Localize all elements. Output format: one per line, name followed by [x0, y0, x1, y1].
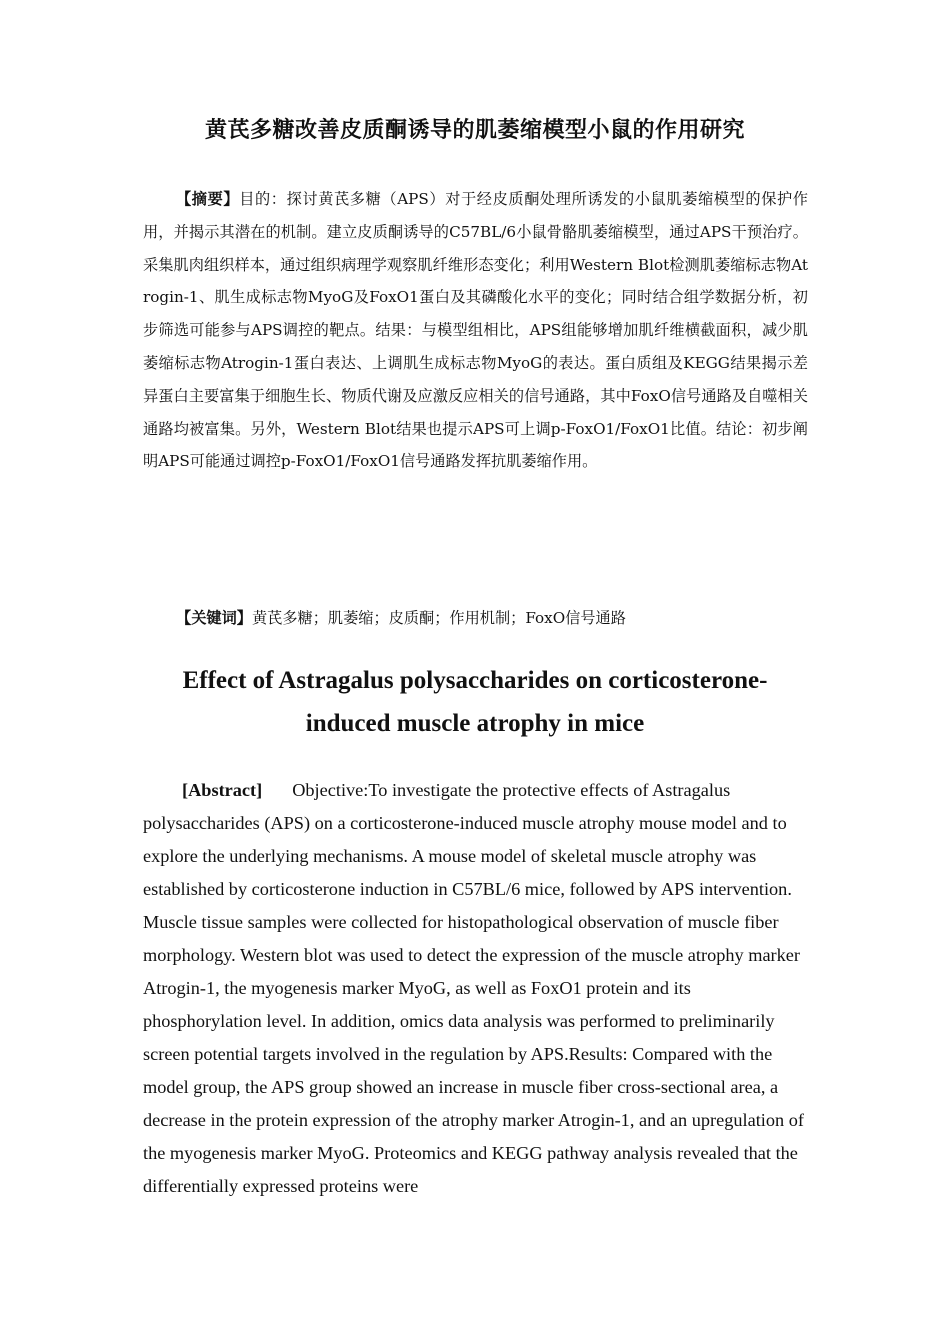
english-title: Effect of Astragalus polysaccharides on corticosterone-induced muscle atrophy in mice [182, 667, 768, 737]
english-abstract-text: Objective:To investigate the protective effects of Astragalus polysaccharides (APS) on a corticosterone-induced muscle atrophy mouse model and to explore the underlying mechanisms. A mouse model of skeletal muscle atrophy was established by corticosterone induction in C57BL/6 mice, followed by APS intervention. Muscle tissue samples were collected for histopathological observation of muscle fiber morphology. Western blot was used to detect the expression of the muscle atrophy marker Atrogin-1, the myogenesis marker MyoG, as well as FoxO1 protein and its phosphorylation level. In addition, omics data analysis was performed to preliminarily screen potential targets involved in the regulation by APS.Results: Compared with the model group, the APS group showed an increase in muscle fiber cross-sectional area, a decrease in the protein expression of the atrophy marker Atrogin-1, and an upregulation of the myogenesis marker MyoG. Proteomics and KEGG pathway analysis revealed that the differentially expressed proteins were [143, 780, 804, 1196]
english-abstract-label: [Abstract] [182, 780, 263, 800]
chinese-abstract-text: 目的：探讨黄芪多糖（APS）对于经皮质酮处理所诱发的小鼠肌萎缩模型的保护作用，并揭示其潜在的机制。建立皮质酮诱导的C57BL/6小鼠骨骼肌萎缩模型，通过APS干预治疗。采集肌肉组织样本，通过组织病理学观察肌纤维形态变化；利用Western Blot检测肌萎缩标志物Atrogin-1、肌生成标志物MyoG及FoxO1蛋白及其磷酸化水平的变化；同时结合组学数据分析，初步筛选可能参与APS调控的靶点。结果：与模型组相比，APS组能够增加肌纤维横截面积，减少肌萎缩标志物Atrogin-1蛋白表达、上调肌生成标志物MyoG的表达。蛋白质组及KEGG结果揭示差异蛋白主要富集于细胞生长、物质代谢及应激反应相关的信号通路，其中FoxO信号通路及自噬相关通路均被富集。另外，Western Blot结果也提示APS可上调p-FoxO1/FoxO1比值。结论：初步阐明APS可能通过调控p-FoxO1/FoxO1信号通路发挥抗肌萎缩作用。 [143, 190, 808, 471]
chinese-abstract [143, 183, 808, 478]
english-abstract [143, 774, 811, 1203]
chinese-title: 黄芪多糖改善皮质酮诱导的肌萎缩模型小鼠的作用研究 [204, 118, 745, 143]
chinese-keywords-label: 【关键词】 [176, 609, 252, 627]
chinese-abstract-label: 【摘要】 [176, 190, 240, 208]
chinese-keywords [176, 602, 816, 634]
chinese-keywords-text: 黄芪多糖；肌萎缩；皮质酮；作用机制；FoxO信号通路 [251, 609, 626, 627]
